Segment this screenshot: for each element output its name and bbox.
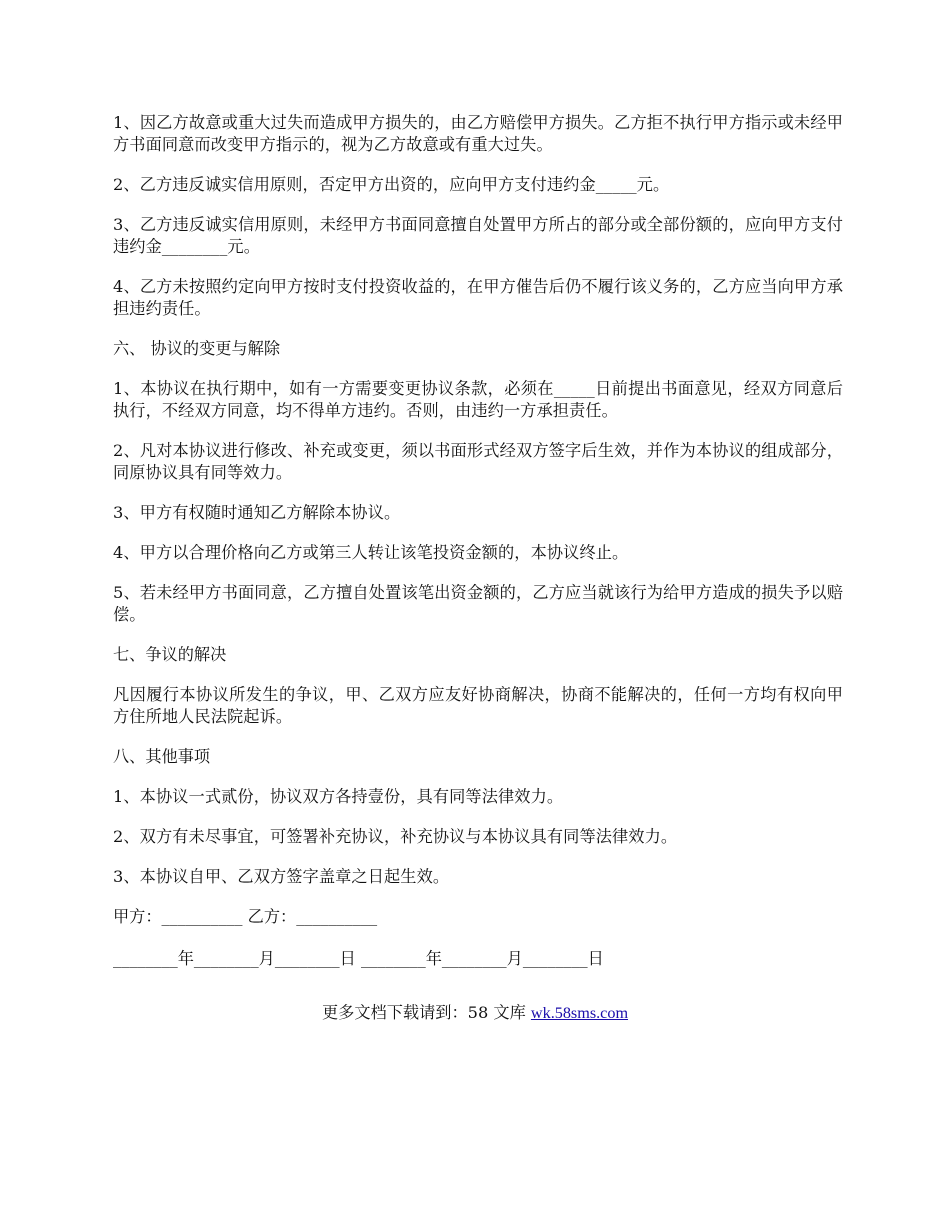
clause-other-2: 2、双方有未尽事宜，可签署补充协议，补充协议与本协议具有同等法律效力。 [113,827,678,846]
section-heading-modification: 六、 协议的变更与解除 [113,339,281,358]
section-heading-dispute: 七、争议的解决 [113,645,227,664]
download-footer [0,1002,950,1024]
clause-penalty-3: 3、乙方违反诚实信用原则，未经甲方书面同意擅自处置甲方所占的部分或全部份额的，应向甲方支付违约金________元。 [113,215,843,256]
footer-link[interactable]: wk.58sms.com [530,1004,629,1022]
signature-parties: 甲方：__________ 乙方：__________ [113,907,378,926]
clause-penalty-1: 1、因乙方故意或重大过失而造成甲方损失的，由乙方赔偿甲方损失。乙方拒不执行甲方指示或未经甲方书面同意而改变甲方指示的，视为乙方故意或有重大过失。 [113,113,843,154]
document-body [113,112,843,990]
clause-other-3: 3、本协议自甲、乙双方签字盖章之日起生效。 [113,867,450,886]
footer-prefix: 更多文档下载请到：58 文库 [321,1003,531,1022]
clause-dispute: 凡因履行本协议所发生的争议，甲、乙双方应友好协商解决，协商不能解决的，任何一方均有权向甲方住所地人民法院起诉。 [113,685,843,726]
clause-modification-1: 1、本协议在执行期中，如有一方需要变更协议条款，必须在_____日前提出书面意见，经双方同意后执行，不经双方同意，均不得单方违约。否则，由违约一方承担责任。 [113,379,843,420]
clause-penalty-4: 4、乙方未按照约定向甲方按时支付投资收益的，在甲方催告后仍不履行该义务的，乙方应当向甲方承担违约责任。 [113,277,843,318]
section-heading-other: 八、其他事项 [113,747,211,766]
clause-modification-4: 4、甲方以合理价格向乙方或第三人转让该笔投资金额的，本协议终止。 [113,543,629,562]
clause-other-1: 1、本协议一式贰份，协议双方各持壹份，具有同等法律效力。 [113,787,564,806]
clause-penalty-2: 2、乙方违反诚实信用原则，否定甲方出资的，应向甲方支付违约金_____元。 [113,175,670,194]
signature-dates: ________年________月________日 ________年________月________日 [113,949,604,968]
clause-modification-2: 2、凡对本协议进行修改、补充或变更，须以书面形式经双方签字后生效，并作为本协议的组成部分，同原协议具有同等效力。 [113,441,843,482]
clause-modification-5: 5、若未经甲方书面同意，乙方擅自处置该笔出资金额的，乙方应当就该行为给甲方造成的损失予以赔偿。 [113,583,843,624]
clause-modification-3: 3、甲方有权随时通知乙方解除本协议。 [113,503,401,522]
